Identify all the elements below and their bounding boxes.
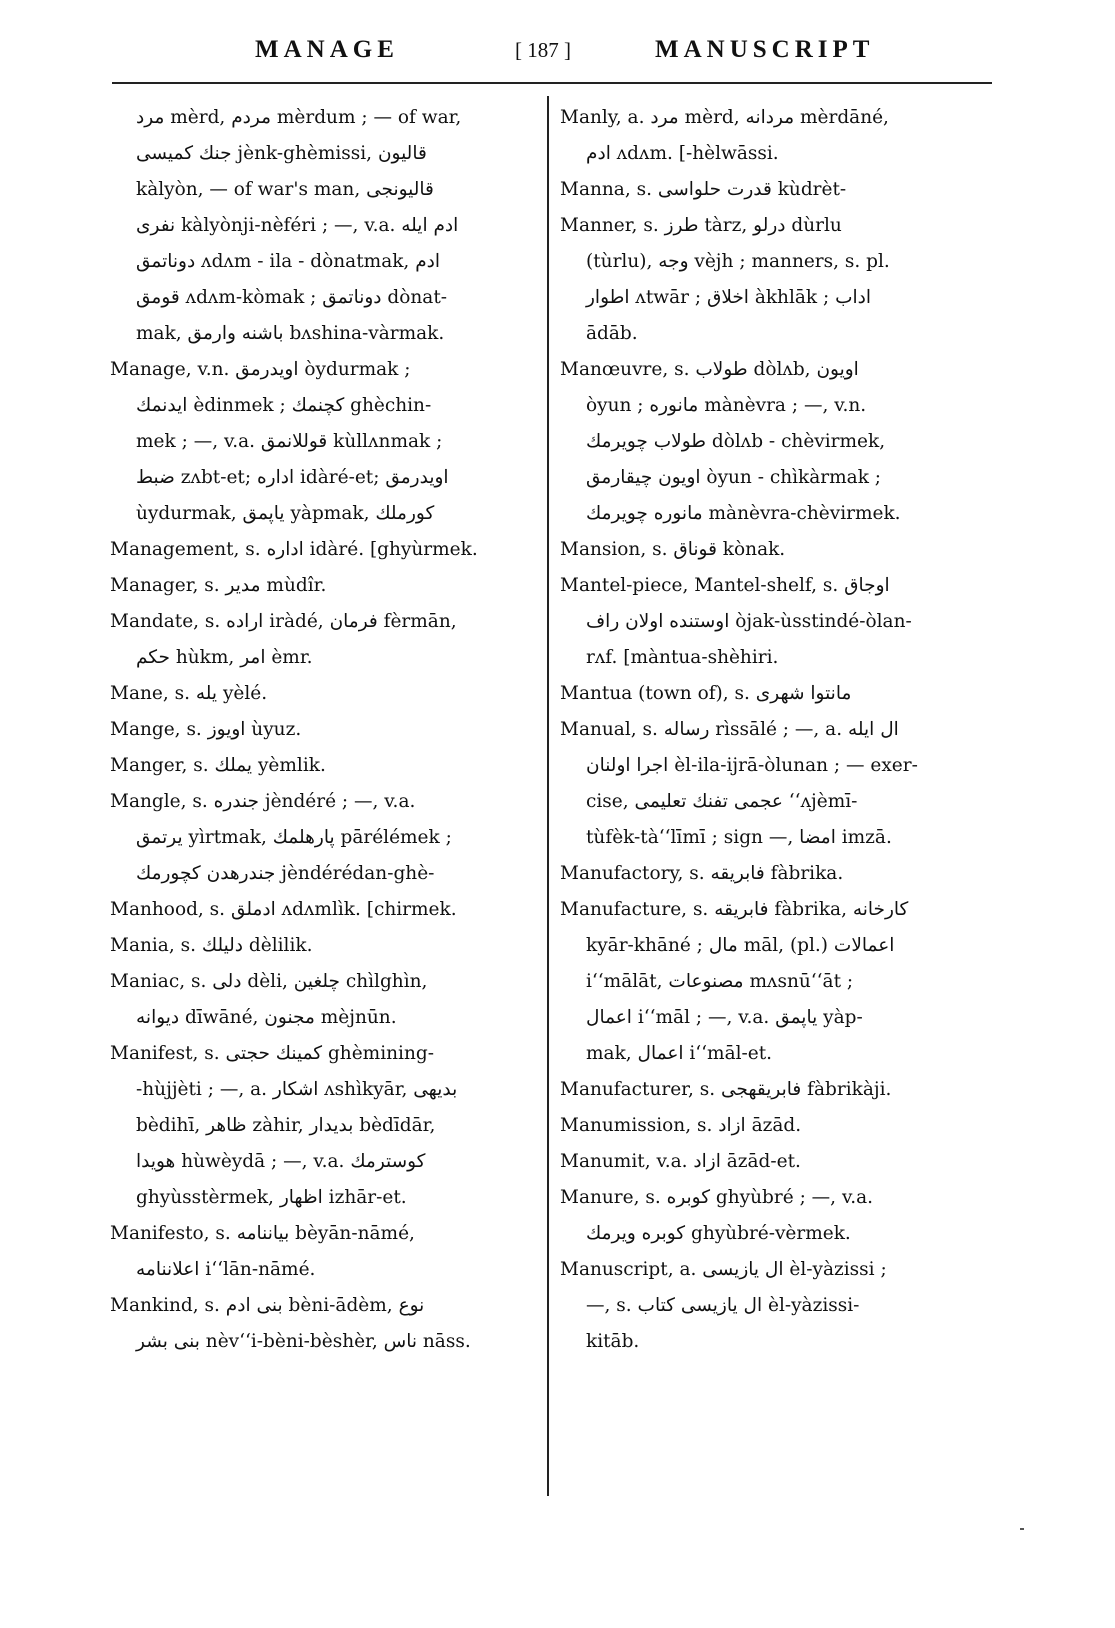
entry-headword-line: Manure, s. كوبره ghyùbré ; —, v.a. [560, 1187, 873, 1208]
entry-headword-line: Mantel-piece, Mantel-shelf, s. اوجاق [560, 575, 890, 596]
entry-continuation-line: جندرهدن كچورمك jèndérédan-ghè- [136, 863, 435, 884]
page-number: [ 187 ] [515, 38, 571, 62]
entry-headword-line: Manual, s. رساله rìssālé ; —, a. ال ايله [560, 719, 899, 740]
entry-continuation-line: نفرى kàlyònji-nèféri ; —, v.a. ادم ايله [136, 215, 459, 236]
entry-continuation-line: يرتمق yìrtmak, پارهلمك pārélémek ; [136, 827, 452, 848]
entry-headword-line: Mantua (town of), s. مانتوا شهرى [560, 683, 852, 704]
entry-headword-line: Manner, s. طرز tàrz, درلو dùrlu [560, 215, 842, 236]
entry-continuation-line: طولاب چويرمك dòlʌb - chèvirmek, [586, 431, 886, 452]
entry-continuation-line: ghyùsstèrmek, اظهار izhār-et. [136, 1187, 407, 1208]
left-column [110, 100, 530, 1360]
entry-continuation-line: دوناتمق ʌdʌm - ila - dònatmak, ادم [136, 251, 441, 272]
entry-headword-line: Management, s. اداره idàré. [ghyùrmek. [110, 539, 478, 560]
entry-headword-line: Manifesto, s. بياننامه bèyān-nāmé, [110, 1223, 415, 1244]
entry-continuation-line: (tùrlu), وجه vèjh ; manners, s. pl. [586, 251, 890, 272]
header-left-guide-word: MANAGE [255, 36, 399, 63]
entry-headword-line: Mange, s. اويوز ùyuz. [110, 719, 302, 740]
entry-continuation-line: kàlyòn, — of war's man, قاليونجى [136, 179, 434, 200]
entry-continuation-line: مرد mèrd, مردم mèrdum ; — of war, [136, 107, 462, 128]
entry-headword-line: Mandate, s. اراده iràdé, فرمان fèrmān, [110, 611, 457, 632]
entry-continuation-line: مانوره چويرمك mànèvra-chèvirmek. [586, 503, 901, 524]
entry-headword-line: Maniac, s. دلى dèli, چلغين chìlghìn, [110, 971, 428, 992]
page-mark [1020, 1528, 1024, 1530]
entry-headword-line: Mane, s. يله yèlé. [110, 683, 268, 704]
entry-headword-line: Manager, s. مدير mùdîr. [110, 575, 327, 596]
entry-continuation-line: ادم ʌdʌm. [-hèlwāssi. [586, 143, 779, 164]
entry-headword-line: Manufactory, s. فابريقه fàbrika. [560, 863, 844, 884]
entry-continuation-line: اوستنده اولان راف òjak-ùsstindé-òlan- [586, 611, 912, 632]
entry-continuation-line: mak, اعمال i‘‘māl-et. [586, 1043, 773, 1064]
entry-continuation-line: قومق ʌdʌm-kòmak ; دوناتمق dònat- [136, 287, 448, 308]
entry-headword-line: Manna, s. قدرت حلواسى kùdrèt- [560, 179, 847, 200]
entry-headword-line: Manumission, s. ازاد āzād. [560, 1115, 802, 1136]
entry-continuation-line: ديوانه dīwāné, مجنون mèjnūn. [136, 1007, 397, 1028]
entry-headword-line: Mania, s. دليلك dèlilik. [110, 935, 313, 956]
entry-continuation-line: rʌf. [màntua-shèhiri. [586, 647, 779, 668]
entry-continuation-line: —, s. ال يازيسى كتاب èl-yàzissi- [586, 1295, 860, 1316]
entry-headword-line: Manuscript, a. ال يازيسى èl-yàzissi ; [560, 1259, 887, 1280]
entry-headword-line: Manufacture, s. فابريقه fàbrika, كارخانه [560, 899, 909, 920]
entry-continuation-line: mak, باشنه وارمق bʌshina-vàrmak. [136, 323, 445, 344]
entry-continuation-line: tùfèk-tà‘‘līmī ; sign —, امضا imzā. [586, 827, 892, 848]
entry-continuation-line: كوبره ويرمك ghyùbré-vèrmek. [586, 1223, 851, 1244]
entry-continuation-line: mek ; —, v.a. قوللانمق kùllʌnmak ; [136, 431, 443, 452]
entry-headword-line: Manœuvre, s. طولاب dòlʌb, اويون [560, 359, 859, 380]
entry-continuation-line: ضبط zʌbt-et; اداره idàré-et; اويدرمق [136, 467, 449, 488]
entry-headword-line: Manage, v.n. اويدرمق òydurmak ; [110, 359, 411, 380]
entry-headword-line: Manufacturer, s. فابريقهجى fàbrikàji. [560, 1079, 892, 1100]
entry-headword-line: Manly, a. مرد mèrd, مردانه mèrdāné, [560, 107, 889, 128]
entry-continuation-line: بنى بشر nèv‘‘i-bèni-bèshèr, ناس nāss. [136, 1331, 471, 1352]
entry-continuation-line: cise, عجمى تفنك تعليمى ‘‘ʌjèmī- [586, 791, 858, 812]
entry-continuation-line: ùydurmak, ياپمق yàpmak, كورملك [136, 503, 435, 524]
right-column [560, 100, 985, 1360]
entry-headword-line: Manger, s. يملك yèmlik. [110, 755, 326, 776]
entry-continuation-line: -hùjjèti ; —, a. اشكار ʌshìkyār, بديهى [136, 1079, 458, 1100]
page-header [110, 36, 990, 70]
header-rule [112, 82, 992, 84]
entry-headword-line: Manifest, s. كمينك حجتى ghèmining- [110, 1043, 434, 1064]
entry-headword-line: Mangle, s. جندره jèndéré ; —, v.a. [110, 791, 416, 812]
entry-headword-line: Mankind, s. بنى ادم bèni-ādèm, نوع [110, 1295, 425, 1316]
entry-continuation-line: اجرا اولنان èl-ila-ijrā-òlunan ; — exer- [586, 755, 918, 776]
entry-continuation-line: حكم hùkm, امر èmr. [136, 647, 313, 668]
entry-headword-line: Manhood, s. ادملق ʌdʌmlìk. [chirmek. [110, 899, 457, 920]
entry-continuation-line: kyār-khāné ; مال māl, (pl.) اعمالات [586, 935, 895, 956]
entry-continuation-line: اعلاننامه i‘‘lān-nāmé. [136, 1259, 316, 1280]
header-right-guide-word: MANUSCRIPT [655, 36, 875, 63]
entry-continuation-line: i‘‘mālāt, مصنوعات mʌsnū‘‘āt ; [586, 971, 854, 992]
entry-continuation-line: ايدنمك èdinmek ; كچنمك ghèchin- [136, 395, 432, 416]
entry-continuation-line: اعمال i‘‘māl ; —, v.a. ياپمق yàp- [586, 1007, 863, 1028]
entry-continuation-line: kitāb. [586, 1331, 640, 1352]
entry-continuation-line: هويدا hùwèydā ; —, v.a. كوسترمك [136, 1151, 426, 1172]
entry-continuation-line: اويون چيقارمق òyun - chìkàrmak ; [586, 467, 882, 488]
entry-continuation-line: òyun ; مانوره mànèvra ; —, v.n. [586, 395, 867, 416]
entry-continuation-line: اطوار ʌtwār ; اخلاق àkhlāk ; اداب [586, 287, 872, 308]
entry-headword-line: Manumit, v.a. ازاد āzād-et. [560, 1151, 801, 1172]
entry-headword-line: Mansion, s. قوناق kònak. [560, 539, 786, 560]
column-divider [547, 96, 549, 1496]
entry-continuation-line: جنك كميسى jènk-ghèmissi, قاليون [136, 143, 427, 164]
entry-continuation-line: bèdihī, ظاهر zàhir, بديدار bèdīdār, [136, 1115, 436, 1136]
entry-continuation-line: ādāb. [586, 323, 638, 344]
